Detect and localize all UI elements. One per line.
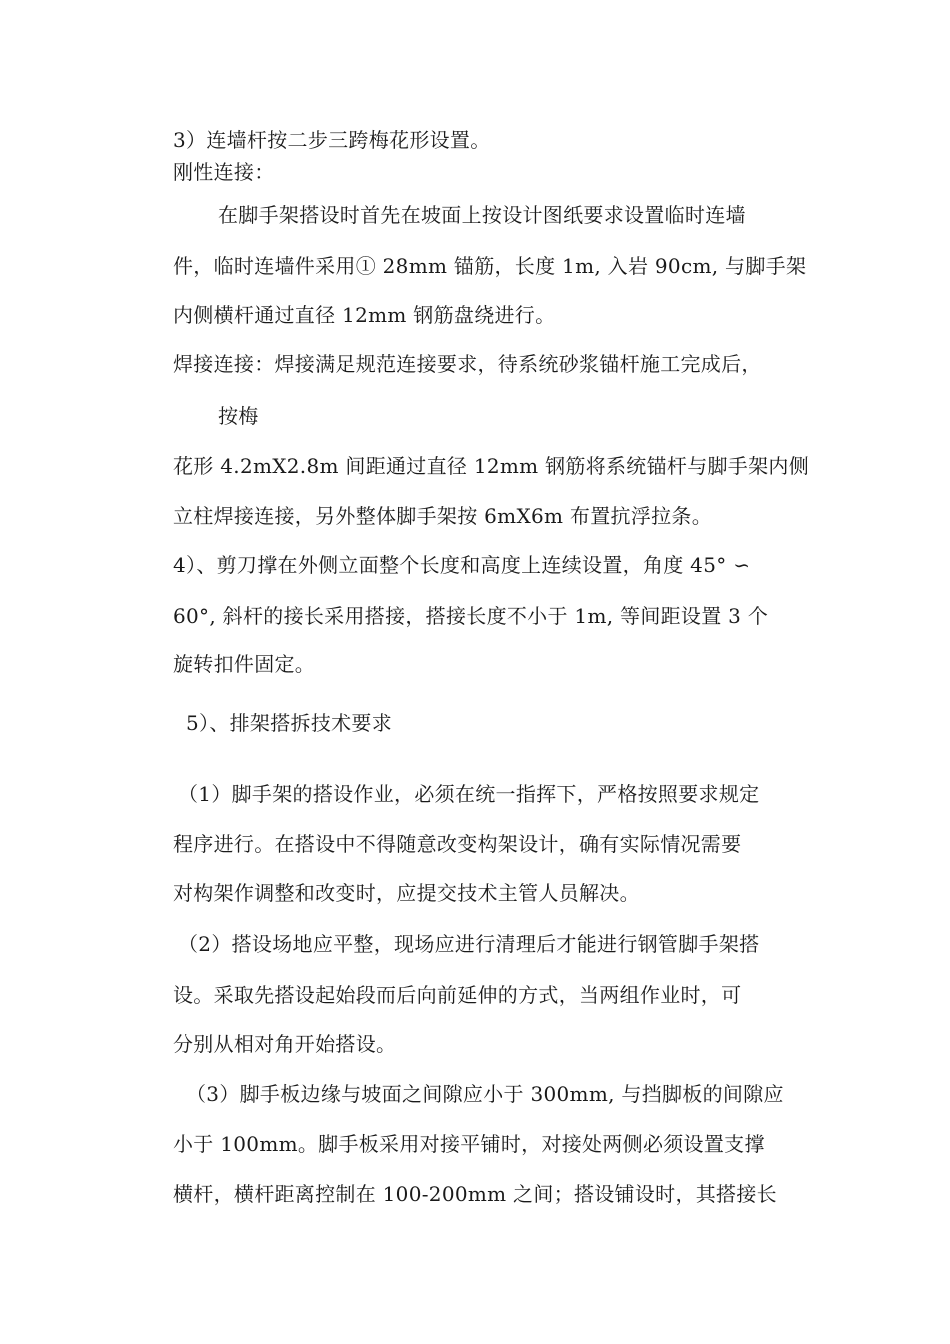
text-line: （2）搭设场地应平整，现场应进行清理后才能进行钢管脚手架搭 <box>178 932 760 956</box>
text-line: 设。采取先搭设起始段而后向前延伸的方式，当两组作业时，可 <box>173 983 742 1007</box>
text-line: 焊接连接：焊接满足规范连接要求，待系统砂浆锚杆施工完成后， <box>173 352 762 376</box>
text-line: 按梅 <box>218 404 259 428</box>
text-line: 立柱焊接连接，另外整体脚手架按 6mX6m 布置抗浮拉条。 <box>173 504 713 528</box>
text-line: 横杆，横杆距离控制在 100-200mm 之间；搭设铺设时，其搭接长 <box>173 1182 777 1206</box>
text-line: 60°, 斜杆的接长采用搭接，搭接长度不小于 1m, 等间距设置 3 个 <box>173 604 769 628</box>
text-line: 4）、剪刀撑在外侧立面整个长度和高度上连续设置，角度 45° ∽ <box>173 553 751 577</box>
text-line: 分别从相对角开始搭设。 <box>173 1032 397 1056</box>
text-line: （1）脚手架的搭设作业，必须在统一指挥下，严格按照要求规定 <box>178 782 760 806</box>
text-line: 件，临时连墙件采用① 28mm 锚筋，长度 1m, 入岩 90cm, 与脚手架 <box>173 254 807 278</box>
text-line: 花形 4.2mX2.8m 间距通过直径 12mm 钢筋将系统锚杆与脚手架内侧 <box>173 454 809 478</box>
text-line: 程序进行。在搭设中不得随意改变构架设计，确有实际情况需要 <box>173 832 742 856</box>
section-heading: 5）、排架搭拆技术要求 <box>186 711 393 735</box>
text-line: 3）连墙杆按二步三跨梅花形设置。 <box>173 128 491 152</box>
text-line: 小于 100mm。脚手板采用对接平铺时，对接处两侧必须设置支撑 <box>173 1132 765 1156</box>
text-line: 旋转扣件固定。 <box>173 652 316 676</box>
text-line: （3）脚手板边缘与坡面之间隙应小于 300mm, 与挡脚板的间隙应 <box>186 1082 784 1106</box>
text-line: 在脚手架搭设时首先在坡面上按设计图纸要求设置临时连墙 <box>218 203 746 227</box>
text-line: 内侧横杆通过直径 12mm 钢筋盘绕进行。 <box>173 303 556 327</box>
text-line: 刚性连接： <box>173 160 275 184</box>
text-line: 对构架作调整和改变时，应提交技术主管人员解决。 <box>173 881 640 905</box>
